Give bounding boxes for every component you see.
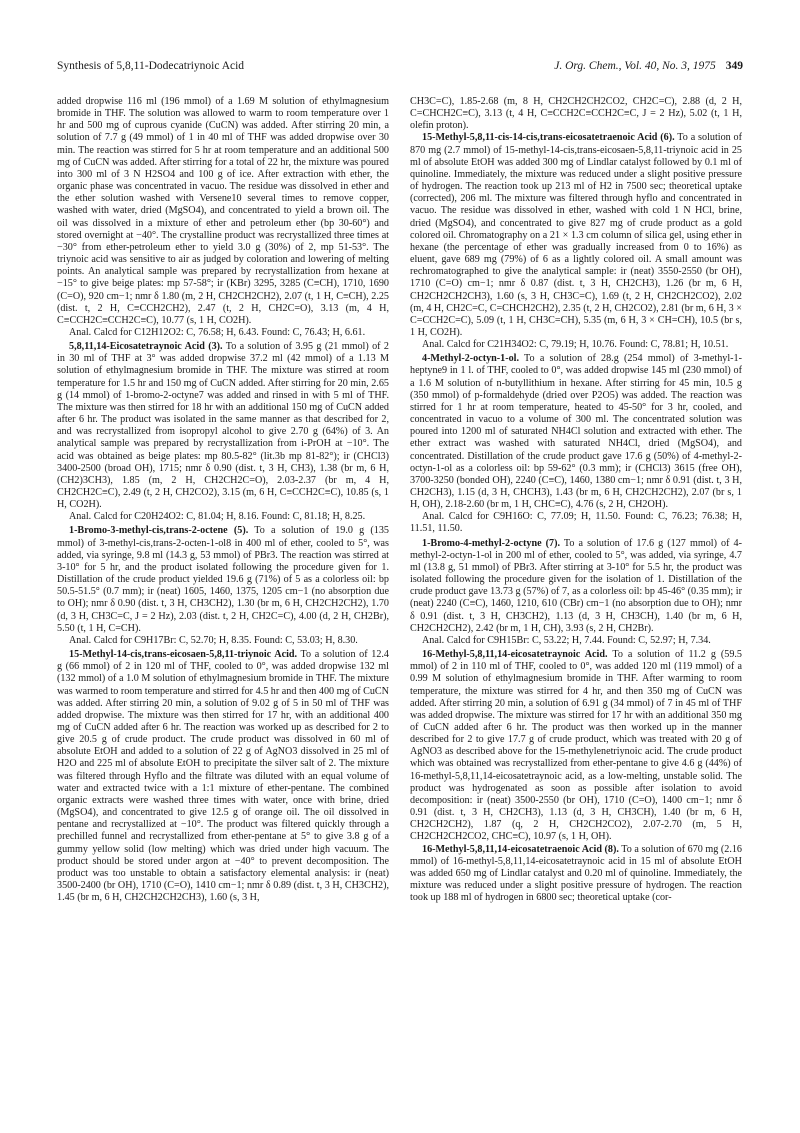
paragraph: CH3C=C), 1.85-2.68 (m, 8 H, CH2CH2CH2CO2, CH2C=C), 2.88 (d, 2 H, C=CHCH2C≡C), 3.13 (t, 4 H, C≡CCH2C≡CCH2C≡C, J = 2 Hz), 5.02 (t, 1 H, olefin proton). xyxy=(410,96,742,132)
section-heading: 1-Bromo-4-methyl-2-octyne (7). xyxy=(422,537,561,549)
section-paragraph xyxy=(410,353,742,511)
paragraph: added dropwise 116 ml (196 mmol) of a 1.69 M solution of ethylmagnesium bromide in THF. The solution was allowed to warm to room temperature over 1 hr and 500 mg of cuprous cyanide (CuCN) was added. After stirring 20 min, a solution of 7.7 g (49 mmol) of 1 in 40 ml of THF was added dropwise over 30 min. The reaction was stirred for 5 hr at room temperature and an additional 500 mg of CuCN was added. After stirring for a total of 22 hr, the mixture was poured into 300 ml of 3 N H2SO4 and 100 g of ice. After extraction with ether, the organic phase was concentrated in vacuo. The residue was dissolved in ether and the ether solution washed with Versene10 several times to remove copper, washed with water, dried (MgSO4), and concentrated to yield a brown oil. The oil was dissolved in a mixture of ether and petroleum ether (bp 30-60°) and stored overnight at −40°. The crystalline product was recrystallized three times at −30° from ether-petroleum ether to yield 3.0 g (30%) of 2, mp 51-53°. The triynoic acid was sensitive to air as judged by coloration and lowering of melting points. An analytical sample was prepared by recrystallization from hexane at −15° to give beige plates: mp 57-58°; ir (KBr) 3295, 3285 (C≡CH), 1710, 1690 (C=O), 920 cm−1; nmr δ 1.80 (m, 2 H, CH2CH2CH2), 2.07 (t, 1 H, C≡CH), 2.25 (dist. t, 2 H, C≡CCH2CH2), 2.47 (t, 2 H, CH2C=O), 3.13 (m, 4 H, C≡CCH2C≡CCH2C≡C), 10.77 (s, 1 H, CO2H). xyxy=(57,96,389,326)
analysis-line: Anal. Calcd for C12H12O2: C, 76.58; H, 6.43. Found: C, 76.43; H, 6.61. xyxy=(69,326,366,338)
running-header xyxy=(57,60,743,80)
header-title: Synthesis of 5,8,11-Dodecatriynoic Acid xyxy=(57,60,245,72)
left-column xyxy=(57,96,389,1116)
header-journal xyxy=(554,60,743,72)
section-paragraph xyxy=(410,132,742,339)
section-text: To a solution of 870 mg (2.7 mmol) of 15-methyl-14-cis,trans-eicosaen-5,8,11-triynoic acid in 25 ml of absolute EtOH was added 300 mg of Lindlar catalyst followed by 0.1 ml of quinoline. Immediately, the mixture was reduced under a slight positive pressure of hydrogen. The reaction took up 213 ml of H2 in 7500 sec; theoretical uptake (corrected), 206 ml. The mixture was filtered through hyflo and concentrated in vacuo. The residue was dissolved in ether, washed with cold 1 N HCl, brine, dried (MgSO4), and concentrated to give 827 mg of crude product as a gold colored oil. Chromatography on a 21 × 1.3 cm column of silica gel, using ether in hexane (the percentage of ether was gradually increased from 0 to 16%) as eluent, gave 689 mg (79%) of 6 as a lightly colored oil. A small amount was rechromatographed to give the analytical sample: ir (neat) 3550-2550 (br OH), 1710 (C=O) cm−1; nmr δ 0.87 (dist. t, 3 H, CH2CH3), 1.26 (br m, 6 H, CH2CH2CH2CH3), 1.60 (s, 3 H, CH3C=C), 1.69 (t, 2 H, CH2CH2CO2), 2.02 (m, 4 H, CH2C=C, C=CHCH2CH2), 2.35 (t, 2 H, CH2CO2), 2.81 (br m, 6 H, 3 × C=CCH2C=C), 5.09 (t, 1 H, CH3C=CH), 5.35 (m, 6 H, 3 × CH=CH), 10.5 (br s, 1 H, CO2H). xyxy=(410,132,742,338)
analysis-line: Anal. Calcd for C20H24O2: C, 81.04; H, 8.16. Found: C, 81.18; H, 8.25. xyxy=(69,511,366,523)
section-text: To a solution of 19.0 g (135 mmol) of 3-methyl-cis,trans-2-octen-1-ol8 in 400 ml of ether, cooled to 5°, was added, via syringe, 9.8 ml (14.3 g, 53 mmol) of PBr3. The reaction was stirred at 3-10° for 5 hr, and the product isolated following the procedure given for 1. Distillation of the crude product yielded 19.6 g (71%) of 5 as a colorless oil: bp 50.5-51.5° (0.7 mm); ir (neat) 1605, 1460, 1375, 1205 cm−1 (no absorption due to OH); nmr δ 0.90 (dist. t, 3 H, CH3CH2), 1.30 (br m, 6 H, CH2CH2CH2), 1.70 (d, 3 H, CH3C=C, J = 2 Hz), 2.03 (dist. t, 2 H, CH2C=C), 4.00 (d, 2 H, CH2Br), 5.50 (t, 1 H, C=CH). xyxy=(57,525,389,634)
section-text: To a solution of 670 mg (2.16 mmol) of 16-methyl-5,8,11,14-eicosatetraynoic acid in 15 ml of absolute EtOH was added 650 mg of Lindlar catalyst and 0.20 ml of quinoline. Immediately, the mixture was reduced under a slight positive pressure of hydrogen. The reaction took up 188 ml of hydrogen in 6800 sec; theoretical uptake (cor- xyxy=(410,843,742,904)
section-heading: 5,8,11,14-Eicosatetraynoic Acid (3). xyxy=(69,341,223,353)
section-paragraph xyxy=(57,341,389,511)
section-heading: 16-Methyl-5,8,11,14-eicosatetraynoic Acid. xyxy=(422,649,608,661)
section-text: To a solution of 17.6 g (127 mmol) of 4-methyl-2-octyn-1-ol in 200 ml of ether, cooled to 5°, was added, via syringe, 4.7 ml (13.8 g, 51 mmol) of PBr3. After stirring at 3-10° for 5.5 hr, the product was isolated following the procedure given for the isolation of 1. Distillation of the crude product gave 13.73 g (57%) of 7, as a colorless oil: bp 45-46° (0.35 mm); ir (neat) 2240 (C≡C), 1460, 1210, 610 (CBr) cm−1 (no absorption due to OH); nmr δ 0.91 (dist. t, 3 H, CH3CH2), 1.13 (d, 3 H, CH3CH), 1.40 (br m, 6 H, CH2CH2CH2), 2.42 (br m, 1 H, CH), 3.93 (s, 2 H, CH2Br). xyxy=(410,537,742,634)
section-paragraph xyxy=(57,525,389,634)
section-heading: 1-Bromo-3-methyl-cis,trans-2-octene (5). xyxy=(69,525,249,537)
journal-citation: J. Org. Chem., Vol. 40, No. 3, 1975 xyxy=(554,60,716,72)
analysis-line: Anal. Calcd for C9H16O: C, 77.09; H, 11.50. Found: C, 76.23; 76.38; H, 11.51, 11.50. xyxy=(410,511,742,535)
section-text: To a solution of 12.4 g (66 mmol) of 2 in 120 ml of THF, cooled to 0°, was added dropwise 132 ml (132 mmol) of a 1.0 M solution of ethylmagnesium bromide in THF. The mixture was warmed to room temperature and stirred for 4.5 hr and then 400 mg of CuCN was added. After stirring 20 min, a solution of 9.02 g of 5 in 50 ml of THF was added dropwise. The mixture was then stirred for 17 hr, with an additional 400 mg of CuCN added after 6 hr. The reaction was worked up as described for 2 to give 20.5 g of crude product. The crude product was dissolved in 60 ml of absolute EtOH and added to a solution of 22 g of AgNO3 dissolved in 25 ml of H2O and 225 ml of absolute EtOH to precipitate the silver salt of 2. The mixture was filtered through Hyflo and the filtrate was diluted with an equal volume of water and extracted twice with a 1:1 mixture of ether-pentane. The combined organic extracts were washed three times with water, once with brine, dried (MgSO4), and concentrated to give 12.5 g of orange oil. The oil dissolved in pentane and recrystallized at −10°. The product was filtered quickly through a prechilled funnel and recrystallized from ether-pentane at 5° to give 3.8 g of a gummy yellow solid (low melting) which was dried under high vacuum. The product should be stored under argon at −40° to prevent decomposition. The product was too unstable to obtain a satisfactory elemental analysis: ir (neat) 3500-2400 (br OH), 1710 (C=O), 1410 cm−1; nmr δ 0.89 (dist. t, 3 H, CH3CH2), 1.45 (br m, 6 H, CH2CH2CH2CH3), 1.60 (s, 3 H, xyxy=(57,649,389,904)
right-column xyxy=(410,96,742,1116)
section-paragraph xyxy=(410,844,742,905)
analysis-line: Anal. Calcd for C9H15Br: C, 53.22; H, 7.44. Found: C, 52.97; H, 7.34. xyxy=(422,634,711,646)
section-paragraph xyxy=(410,538,742,635)
section-heading: 4-Methyl-2-octyn-1-ol. xyxy=(422,353,520,365)
section-text: To a solution of 11.2 g (59.5 mmol) of 2 in 110 ml of THF, cooled to 0°, was added 120 ml (119 mmol) of a 0.99 M solution of ethylmagnesium bromide in THF. After warming to room temperature, the mixture was stirred for 4 hr, and then 350 mg of CuCN was added. After stirring 20 min, a solution of 6.91 g (34 mmol) of 7 in 45 ml of THF was added dropwise. The mixture was stirred for 17 hr with an additional 350 mg of CuCN added after 6 hr. The product was then worked up in the manner described for 2 to give 17.7 g of crude product, which was treated with 20 g of AgNO3 as described above for the 15-methylenetriynoic acid. The crude product which was obtained was recrystallized from ether-pentane to give 4.6 g (44%) of 16-methyl-5,8,11,14-eicosatetraynoic acid, as a low-melting, unstable solid. The product was hydrogenated as soon as possible after isolation to avoid decomposition: ir (neat) 3500-2550 (br OH), 1710 (C=O), 1400 cm−1; nmr δ 0.91 (dist. t, 3 H, CH2CH3), 1.13 (d, 3 H, CH3CH), 1.40 (br m, 6 H, CH2CH2CH2), 1.87 (q, 2 H, CH2CH2CO2), 2.07-2.70 (m, 5 H, CH2CH2CH2CO2, CHC≡C), 10.97 (s, 1 H, OH). xyxy=(410,649,742,843)
section-text: To a solution of 28.g (254 mmol) of 3-methyl-1-heptyne9 in 1 l. of THF, cooled to 0°, was added dropwise 145 ml (230 mmol) of a 1.6 M solution of n-butyllithium in hexane. After stirring for 45 min, 10.5 g (350 mmol) of p-formaldehyde (dried over P2O5) was added. The reaction was stirred for 1 hr at room temperature, heated to 45-50° for 3 hr, cooled, and concentrated in vacuo to a volume of 300 ml. The concentrated solution was poured into 1200 ml of saturated NH4Cl solution and extracted with ether. The ether extract was washed with saturated NH4Cl, dried (MgSO4), and concentrated. Distillation of the crude product gave 17.6 g (50%) of 4-methyl-2-octyn-1-ol as a colorless oil: bp 59-62° (0.3 mm); ir (CHCl3) 3615 (free OH), 3700-3250 (bonded OH), 2240 (C≡C), 1460, 1380 cm−1; nmr δ 0.91 (dist. t, 3 H, CH2CH3), 1.15 (d, 3 H, CHCH3), 1.43 (br m, 6 H, CH2CH2CH2), 2.07 (br s, 1 H, OH), 2.18-2.60 (br m, 1 H, CHC≡C), 4.76 (s, 2 H, CH2OH). xyxy=(410,353,742,511)
section-paragraph xyxy=(410,649,742,844)
section-heading: 15-Methyl-5,8,11-cis-14-cis,trans-eicosatetraenoic Acid (6). xyxy=(422,132,675,144)
analysis-line: Anal. Calcd for C21H34O2: C, 79.19; H, 10.76. Found: C, 78.81; H, 10.51. xyxy=(422,339,729,351)
section-heading: 15-Methyl-14-cis,trans-eicosaen-5,8,11-triynoic Acid. xyxy=(69,649,298,661)
page-number: 349 xyxy=(725,60,743,72)
section-paragraph xyxy=(57,649,389,904)
section-text: To a solution of 3.95 g (21 mmol) of 2 in 30 ml of THF at 3° was added dropwise 37.2 ml (42 mmol) of a 1.13 M solution of ethylmagnesium bromide in THF. The mixture was stirred at room temperature for 1.5 hr and 150 mg of CuCN added. After stirring for 20 min, 2.65 g (14 mmol) of 1-bromo-2-octyne7 was added and rinsed in with 5 ml of THF. The mixture was then stirred for 18 hr with an additional 150 mg of CuCN added after 6 hr. The product was isolated in the same manner as that described for 2, and was recrystallized from isopropyl alcohol to give 2.70 g (64%) of 3. An analytical sample was prepared by recrystallization from i-PrOH at −10°. The acid was obtained as beige plates: mp 80.5-82° (lit.3b mp 81-82°); ir (CHCl3) 3400-2500 (broad OH), 1715; nmr δ 0.90 (dist. t, 3 H, CH3), 1.38 (br m, 6 H, (CH2)3CH3), 1.85 (m, 2 H, CH2CH2C=O), 2.03-2.37 (br m, 4 H, CH2CH2C≡C), 2.49 (t, 2 H, CH2CO2), 3.15 (m, 6 H, C≡CCH2C≡C), 10.85 (s, 1 H, CO2H). xyxy=(57,341,389,511)
section-heading: 16-Methyl-5,8,11,14-eicosatetraenoic Acid (8). xyxy=(422,843,619,855)
analysis-line: Anal. Calcd for C9H17Br: C, 52.70; H, 8.35. Found: C, 53.03; H, 8.30. xyxy=(69,634,358,646)
